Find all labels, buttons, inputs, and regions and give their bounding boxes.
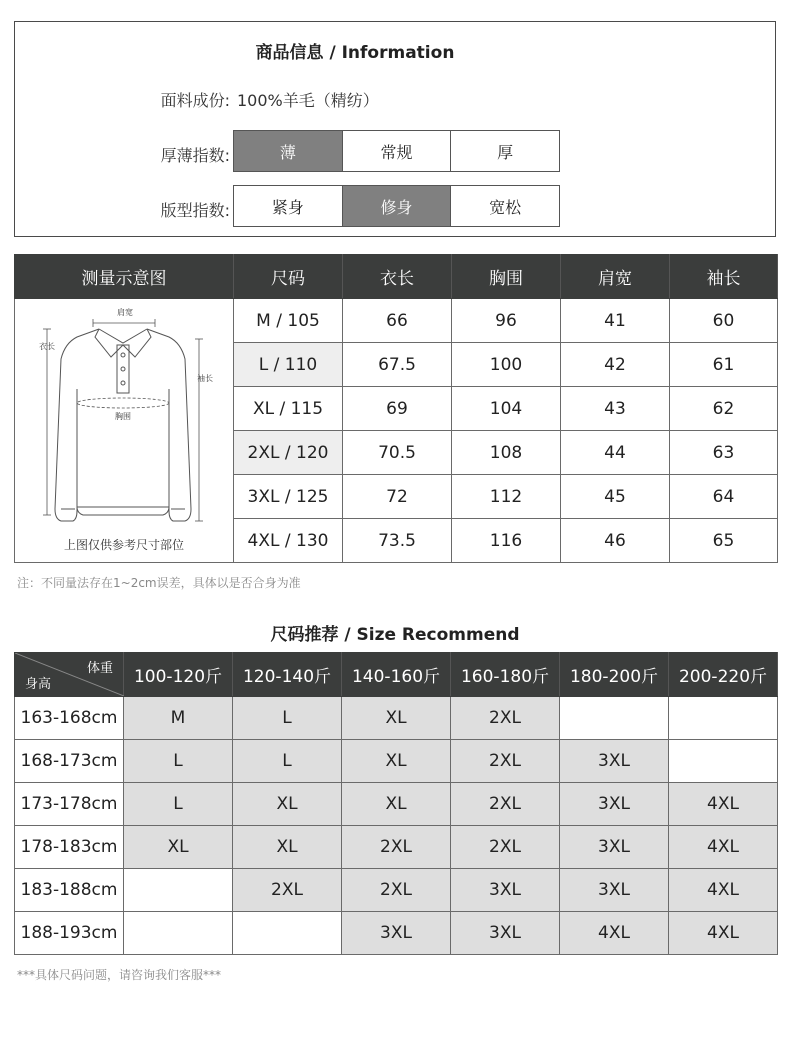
thickness-scale — [233, 130, 560, 172]
recommend-cell: L — [124, 740, 233, 783]
weight-header: 140-160斤 — [342, 653, 451, 697]
recommend-cell: 3XL — [560, 740, 669, 783]
recommend-cell: L — [233, 740, 342, 783]
recommend-cell: 3XL — [451, 912, 560, 955]
fabric-label: 面料成份: — [160, 91, 230, 110]
height-cell: 183-188cm — [15, 869, 124, 912]
shoulder-cell: 43 — [561, 387, 670, 431]
table-row — [15, 826, 778, 869]
size-table-header — [15, 255, 778, 299]
sleeve-cell: 63 — [670, 431, 778, 475]
chest-cell: 96 — [452, 299, 561, 343]
shoulder-cell: 45 — [561, 475, 670, 519]
length-cell: 70.5 — [343, 431, 452, 475]
table-row — [15, 869, 778, 912]
size-cell: 2XL / 120 — [234, 431, 343, 475]
thickness-option: 常规 — [343, 131, 452, 171]
recommend-cell: XL — [342, 697, 451, 740]
recommend-cell: L — [233, 697, 342, 740]
info-title: 商品信息 / Information — [255, 43, 455, 63]
chest-cell: 108 — [452, 431, 561, 475]
height-cell: 163-168cm — [15, 697, 124, 740]
fit-option: 宽松 — [489, 197, 522, 217]
corner-header — [15, 653, 124, 697]
recommend-cell — [124, 869, 233, 912]
service-note: ***具体尺码问题，请咨询我们客服*** — [17, 968, 222, 982]
sleeve-cell: 60 — [670, 299, 778, 343]
polo-shirt-diagram — [15, 299, 234, 557]
corner-height-label: 身高 — [25, 677, 52, 692]
header-length: 衣长 — [343, 255, 452, 299]
recommend-cell: 4XL — [669, 826, 778, 869]
sleeve-cell: 64 — [670, 475, 778, 519]
size-cell: 4XL / 130 — [234, 519, 343, 563]
size-cell: L / 110 — [234, 343, 343, 387]
corner-weight-label: 体重 — [86, 661, 113, 676]
thickness-option: 厚 — [497, 142, 514, 162]
recommend-cell: 2XL — [451, 826, 560, 869]
thickness-label: 厚薄指数: — [160, 146, 230, 165]
recommend-cell — [233, 912, 342, 955]
size-cell: M / 105 — [234, 299, 343, 343]
recommend-cell — [669, 697, 778, 740]
shoulder-cell: 46 — [561, 519, 670, 563]
recommend-cell: 2XL — [451, 697, 560, 740]
shoulder-cell: 42 — [561, 343, 670, 387]
diagram-sleeve-label: 袖长 — [197, 374, 213, 383]
recommend-cell: 2XL — [342, 826, 451, 869]
size-table — [14, 254, 778, 563]
shoulder-cell: 41 — [561, 299, 670, 343]
recommend-table — [14, 652, 778, 955]
size-cell: 3XL / 125 — [234, 475, 343, 519]
chest-cell: 116 — [452, 519, 561, 563]
recommend-cell: XL — [233, 826, 342, 869]
recommend-cell: 3XL — [342, 912, 451, 955]
recommend-cell: M — [124, 697, 233, 740]
height-cell: 173-178cm — [15, 783, 124, 826]
recommend-cell: 4XL — [669, 912, 778, 955]
header-chest: 胸围 — [452, 255, 561, 299]
recommend-cell: XL — [124, 826, 233, 869]
table-row — [15, 740, 778, 783]
table-row — [15, 912, 778, 955]
table-row — [15, 299, 778, 343]
header-diagram: 测量示意图 — [15, 255, 234, 299]
recommend-cell: 3XL — [560, 783, 669, 826]
recommend-cell: XL — [233, 783, 342, 826]
fit-option: 修身 — [343, 186, 452, 226]
weight-header: 200-220斤 — [669, 653, 778, 697]
recommend-cell: XL — [342, 740, 451, 783]
sleeve-cell: 61 — [670, 343, 778, 387]
fit-scale — [233, 185, 560, 227]
diagram-chest-label: 胸围 — [115, 412, 131, 421]
recommend-cell: 2XL — [451, 783, 560, 826]
length-cell: 67.5 — [343, 343, 452, 387]
length-cell: 73.5 — [343, 519, 452, 563]
header-size: 尺码 — [234, 255, 343, 299]
recommend-header — [15, 653, 778, 697]
recommend-cell: 3XL — [560, 869, 669, 912]
height-cell: 188-193cm — [15, 912, 124, 955]
weight-header: 160-180斤 — [451, 653, 560, 697]
fabric-value: 100%羊毛（精纺） — [237, 91, 379, 110]
length-cell: 72 — [343, 475, 452, 519]
chest-cell: 100 — [452, 343, 561, 387]
recommend-cell: 2XL — [451, 740, 560, 783]
measurement-diagram — [15, 299, 234, 563]
diagram-length-label: 衣长 — [39, 342, 55, 351]
recommend-cell: 4XL — [560, 912, 669, 955]
weight-header: 100-120斤 — [124, 653, 233, 697]
fit-label: 版型指数: — [160, 201, 230, 220]
chest-cell: 104 — [452, 387, 561, 431]
recommend-cell — [560, 697, 669, 740]
shoulder-cell: 44 — [561, 431, 670, 475]
length-cell: 66 — [343, 299, 452, 343]
diagram-shoulder-label: 肩宽 — [117, 308, 133, 317]
diagram-caption: 上图仅供参考尺寸部位 — [63, 538, 185, 552]
header-shoulder: 肩宽 — [561, 255, 670, 299]
sleeve-cell: 65 — [670, 519, 778, 563]
measurement-note: 注：不同量法存在1~2cm误差，具体以是否合身为准 — [17, 576, 301, 590]
recommend-cell: 4XL — [669, 783, 778, 826]
chest-cell: 112 — [452, 475, 561, 519]
recommend-cell: 3XL — [560, 826, 669, 869]
recommend-cell: XL — [342, 783, 451, 826]
weight-header: 180-200斤 — [560, 653, 669, 697]
recommend-cell — [124, 912, 233, 955]
recommend-cell — [669, 740, 778, 783]
size-cell: XL / 115 — [234, 387, 343, 431]
recommend-cell: 2XL — [342, 869, 451, 912]
header-sleeve: 袖长 — [670, 255, 778, 299]
weight-header: 120-140斤 — [233, 653, 342, 697]
product-info-box — [14, 21, 776, 237]
fit-option: 紧身 — [234, 186, 343, 226]
recommend-cell: 4XL — [669, 869, 778, 912]
recommend-cell: 2XL — [233, 869, 342, 912]
thickness-option: 薄 — [234, 131, 343, 171]
sleeve-cell: 62 — [670, 387, 778, 431]
table-row — [15, 783, 778, 826]
recommend-cell: L — [124, 783, 233, 826]
height-cell: 178-183cm — [15, 826, 124, 869]
table-row — [15, 697, 778, 740]
recommend-title: 尺码推荐 / Size Recommend — [270, 625, 520, 645]
length-cell: 69 — [343, 387, 452, 431]
height-cell: 168-173cm — [15, 740, 124, 783]
recommend-cell: 3XL — [451, 869, 560, 912]
